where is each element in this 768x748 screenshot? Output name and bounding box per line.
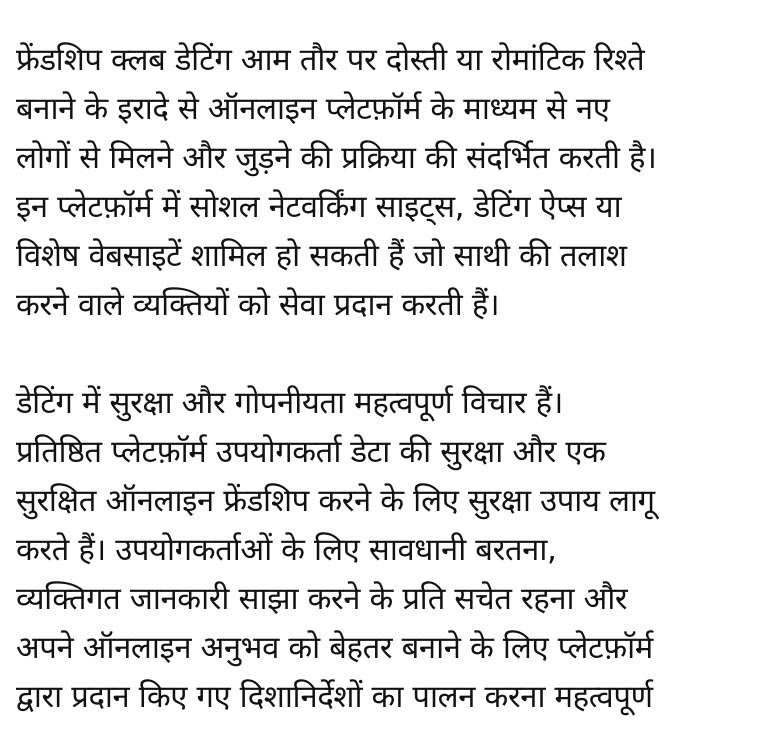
- text-line: बनाने के इरादे से ऑनलाइन प्लेटफ़ॉर्म के माध्यम से नए: [16, 91, 610, 127]
- text-line: फ्रेंडशिप क्लब डेटिंग आम तौर पर दोस्ती या रोमांटिक रिश्ते: [16, 42, 645, 78]
- paragraph-safety-privacy: [16, 379, 758, 722]
- text-line: करते हैं। उपयोगकर्ताओं के लिए सावधानी बरतना,: [16, 532, 557, 568]
- text-line: इन प्लेटफ़ॉर्म में सोशल नेटवर्किंग साइट्स, डेटिंग ऐप्स या: [16, 189, 622, 225]
- text-line: डेटिंग में सुरक्षा और गोपनीयता महत्वपूर्ण विचार हैं।: [16, 385, 564, 421]
- text-line: करने वाले व्यक्तियों को सेवा प्रदान करती हैं।: [16, 287, 500, 323]
- text-line: लोगों से मिलने और जुड़ने की प्रक्रिया की संदर्भित करती है।: [16, 140, 657, 176]
- text-line: सुरक्षित ऑनलाइन फ्रेंडशिप करने के लिए सुरक्षा उपाय लागू: [16, 483, 655, 519]
- paragraph-friendship-club: [16, 36, 758, 330]
- text-line: व्यक्तिगत जानकारी साझा करने के प्रति सचेत रहना और: [16, 581, 628, 617]
- text-line: प्रतिष्ठित प्लेटफ़ॉर्म उपयोगकर्ता डेटा की सुरक्षा और एक: [16, 434, 606, 470]
- text-line: विशेष वेबसाइटें शामिल हो सकती हैं जो साथी की तलाश: [16, 238, 627, 274]
- text-line: द्वारा प्रदान किए गए दिशानिर्देशों का पालन करना महत्वपूर्ण: [16, 679, 653, 715]
- text-line: अपने ऑनलाइन अनुभव को बेहतर बनाने के लिए प्लेटफ़ॉर्म: [16, 630, 653, 666]
